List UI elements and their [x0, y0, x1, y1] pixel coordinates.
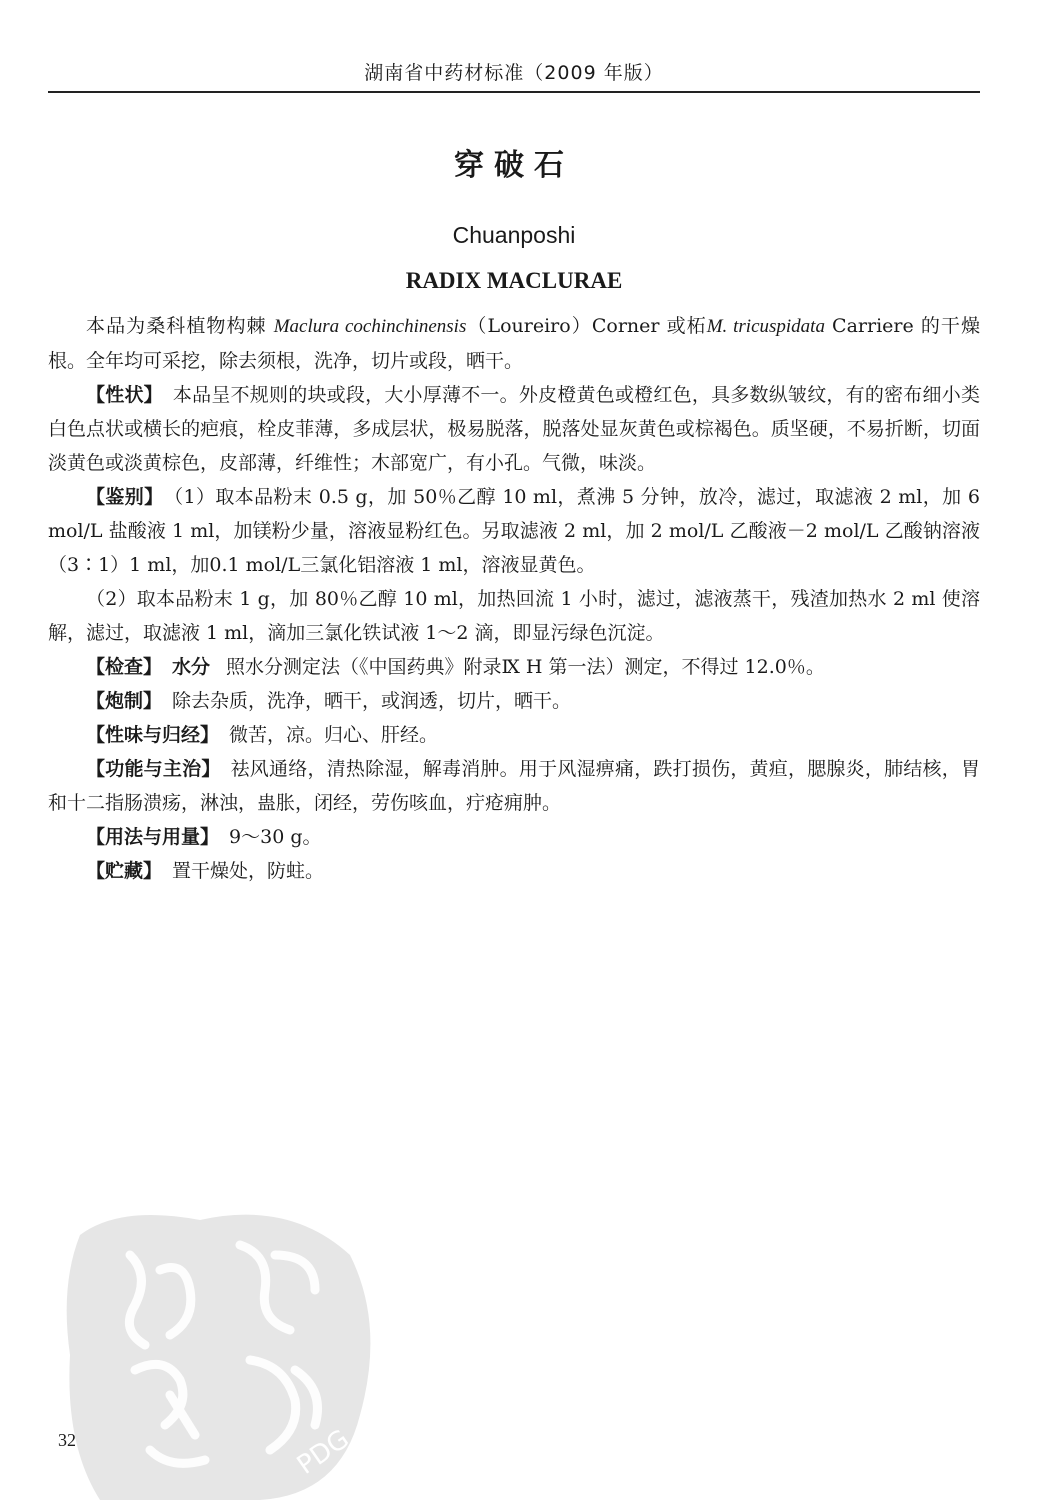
monograph-pinyin: Chuanposhi	[452, 222, 576, 248]
definition-paragraph: 本品为桑科植物构棘 Maclura cochinchinensis（Loureiro）Corner 或柘M. tricuspidata Carriere 的干燥根。全年均可采挖，除去须根，洗净，切片或段，晒干。	[48, 315, 980, 372]
subsection-label: 水分	[172, 656, 211, 678]
section-label: 【性状】	[86, 384, 163, 406]
section-label: 【检查】	[86, 656, 163, 678]
function-section: 【功能与主治】 祛风通络，清热除湿，解毒消肿。用于风湿痹痛，跌打损伤，黄疸，腮腺炎，肺结核，胃和十二指肠溃疡，淋浊，蛊胀，闭经，劳伤咳血，疔疮痈肿。	[48, 758, 980, 814]
running-header: 湖南省中药材标准（2009 年版）	[364, 62, 664, 84]
section-label: 【贮藏】	[86, 860, 163, 882]
header-divider	[48, 91, 980, 93]
examination-section: 【检查】 水分 照水分测定法（《中国药典》附录Ⅸ H 第一法）测定，不得过 12.0％。	[86, 656, 825, 678]
storage-section: 【贮藏】 置干燥处，防蛀。	[86, 860, 325, 882]
dosage-section: 【用法与用量】 9～30 g。	[86, 826, 322, 848]
monograph-title: 穿破石	[454, 148, 574, 183]
section-label: 【炮制】	[86, 690, 163, 712]
identification-item: （2）取本品粉末 1 g，加 80％乙醇 10 ml，加热回流 1 小时，滤过，滤液蒸干，残渣加热水 2 ml 使溶解，滤过，取滤液 1 ml，滴加三氯化铁试液 1～2 滴，即显污绿色沉淀。	[48, 588, 980, 644]
watermark-seal	[60, 1195, 390, 1505]
description-section: 【性状】 本品呈不规则的块或段，大小厚薄不一。外皮橙黄色或橙红色，具多数纵皱纹，有的密布细小类白色点状或横长的疤痕，栓皮菲薄，多成层状，极易脱落，脱落处显灰黄色或棕褐色。质坚硬，不易折断，切面淡黄色或淡黄棕色，皮部薄，纤维性；木部宽广，有小孔。气微，味淡。	[48, 384, 980, 474]
monograph-body	[48, 309, 980, 888]
monograph-latin-name: RADIX MACLURAE	[405, 268, 623, 293]
section-label: 【鉴别】	[86, 486, 164, 508]
section-label: 【性味与归经】	[86, 724, 220, 746]
identification-section: 【鉴别】 （1）取本品粉末 0.5 g，加 50％乙醇 10 ml，煮沸 5 分钟，放冷，滤过，取滤液 2 ml，加 6 mol/L 盐酸液 1 ml，加镁粉少量，溶液显粉红色。另取滤液 2 ml，加 2 mol/L 乙酸液－2 mol/L 乙酸钠溶液（3∶1）1 ml，加0.1 mol/L三氯化铝溶液 1 ml，溶液显黄色。	[48, 486, 980, 576]
species-name: M. tricuspidata	[706, 316, 825, 337]
processing-section: 【炮制】 除去杂质，洗净，晒干，或润透，切片，晒干。	[86, 690, 572, 712]
section-label: 【用法与用量】	[86, 826, 220, 848]
page-number: 32	[58, 1430, 76, 1450]
section-label: 【功能与主治】	[86, 758, 221, 780]
species-name: Maclura cochinchinensis	[273, 316, 467, 337]
watermark-text: PDG	[291, 1424, 355, 1481]
property-section: 【性味与归经】 微苦，凉。归心、肝经。	[86, 724, 439, 746]
